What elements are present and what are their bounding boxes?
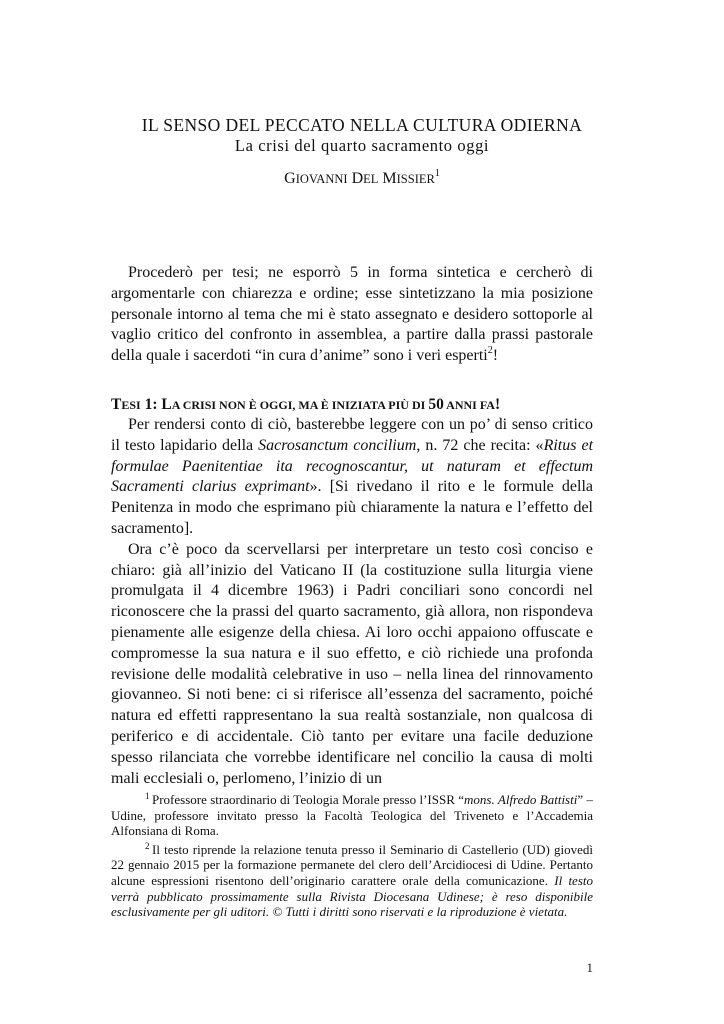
footnote-ref-2[interactable]: 2	[487, 345, 493, 357]
author-first-initial: G	[284, 170, 296, 187]
author-last-initial-1: D	[351, 170, 364, 187]
heading-part: 50	[428, 396, 444, 413]
text-run: ». [Si rivedano il rito e le formule della Penitenza in modo che esprimano più chiaramente la natura e l’effetto del sacramento].	[111, 478, 593, 537]
text-run: , n. 72 che recita: «	[416, 436, 544, 454]
footnote-ref-1[interactable]: 1	[434, 168, 440, 179]
heading-part: ANNI FA	[443, 398, 495, 412]
author-last-initial-2: M	[382, 170, 397, 187]
intro-text: Procederò per tesi; ne esporrò 5 in forma sintetica e cercherò di argomentarle con chiarezza e ordine; esse sintetizzano la mia posizione personale intorno al tema che mi è stato assegnato e desidero sottoporle al vaglio critico del confronto in assemblea, a partire dalla prassi pastorale della quale i sacerdoti “in cura d’anime” sono i veri esperti	[111, 264, 593, 365]
footnotes	[111, 792, 593, 920]
intro-section	[111, 263, 593, 367]
heading-part: !	[494, 396, 501, 413]
author-last-rest-1: EL	[363, 172, 379, 186]
intro-end: !	[492, 347, 499, 365]
text-run: Per rendersi conto di ciò, basterebbe leggere con un po’ di senso critico il testo lapidario della	[111, 416, 593, 454]
text-run-italic: Il testo verrà pubblicato prossimamente sulla Rivista Diocesana Udinese; è reso disponibile esclusivamente per gli uditori. © Tutti i diritti sono riservati e la riproduzione è vietata.	[111, 872, 593, 920]
author-last-rest-2: ISSIER	[396, 172, 435, 186]
author-line	[0, 169, 724, 189]
text-run: Professore straordinario di Teologia Morale presso l’ISSR “	[152, 792, 465, 807]
paper-title: IL SENSO DEL PECCATO NELLA CULTURA ODIERNA	[141, 115, 583, 135]
heading-part: A CRISI NON È OGGI, MA È INIZIATA PIÙ DI	[171, 398, 429, 412]
paper-subtitle: La crisi del quarto sacramento oggi	[234, 136, 490, 155]
thesis-1-paragraph-1	[111, 415, 593, 540]
thesis-1-paragraph-2: Ora c’è poco da scervellarsi per interpretare un testo così conciso e chiaro: già all’inizio del Vaticano II (la costituzione sulla liturgia viene promulgata il 4 dicembre 1963) i Padri conciliari sono concordi nel riconoscere che la prassi del quarto sacramento, già allora, non rispondeva pienamente alle esigenze della chiesa. Ai loro occhi appaiono offuscate e compromesse la sua natura e il suo effetto, e ciò richiede una profonda revisione delle modalità celebrative in uso – nella linea del rinnovamento giovanneo. Si noti bene: ci si riferisce all’essenza del sacramento, poiché natura ed effetti rappresentano la sua realtà sostanziale, non qualcosa di periferico e di accidentale. Ciò tanto per evitare una facile deduzione spesso rilanciata che vorrebbe identificare nel concilio la causa di molti mali ecclesiali o, perlomeno, l’inizio di un	[111, 540, 593, 787]
text-run: ” – Udine, professore invitato presso la Facoltà Teologica del Triveneto e l’Accademia Alfonsiana di Roma.	[111, 792, 593, 839]
heading-part: T	[111, 396, 122, 413]
thesis-1-body	[111, 415, 593, 789]
citation-title: Sacrosanctum concilium	[258, 436, 417, 454]
footnote-1: 1 Professore straordinario di Teologia Morale presso l’ISSR “mons. Alfredo Battisti” – Udine, professore invitato presso la Facoltà Teologica del Triveneto e l’Accademia Alfonsiana di Roma.	[111, 791, 593, 839]
intro-paragraph	[111, 263, 593, 367]
text-run: Il testo riprende la relazione tenuta presso il Seminario di Castellerio (UD) giovedì 22 gennaio 2015 per la formazione permanete del clero dell’Arcidiocesi di Udine. Pertanto alcune espressioni risentono dell’originario carattere orale della comunicazione.	[111, 841, 593, 888]
author-first-rest: IOVANNI	[295, 172, 348, 186]
heading-part: ESI	[121, 398, 141, 412]
latin-quote: Ritus et formulae Paenitentiae ita recognoscantur, ut naturam et effectum Sacramenti clarius exprimant	[111, 436, 594, 496]
heading-part: 1: L	[140, 396, 172, 413]
thesis-1-heading	[111, 395, 593, 415]
footnote-2: 2 Il testo riprende la relazione tenuta presso il Seminario di Castellerio (UD) giovedì 22 gennaio 2015 per la formazione permanete del clero dell’Arcidiocesi di Udine. Pertanto alcune espressioni risentono dell’originario carattere orale della comunicazione. Il testo verrà pubblicato prossimamente sulla Rivista Diocesana Udinese; è reso disponibile esclusivamente per gli uditori. © Tutti i diritti sono riservati e la riproduzione è vietata.	[111, 840, 593, 920]
page-number: 1	[586, 960, 593, 975]
text-run-italic: mons. Alfredo Battisti	[464, 792, 578, 807]
